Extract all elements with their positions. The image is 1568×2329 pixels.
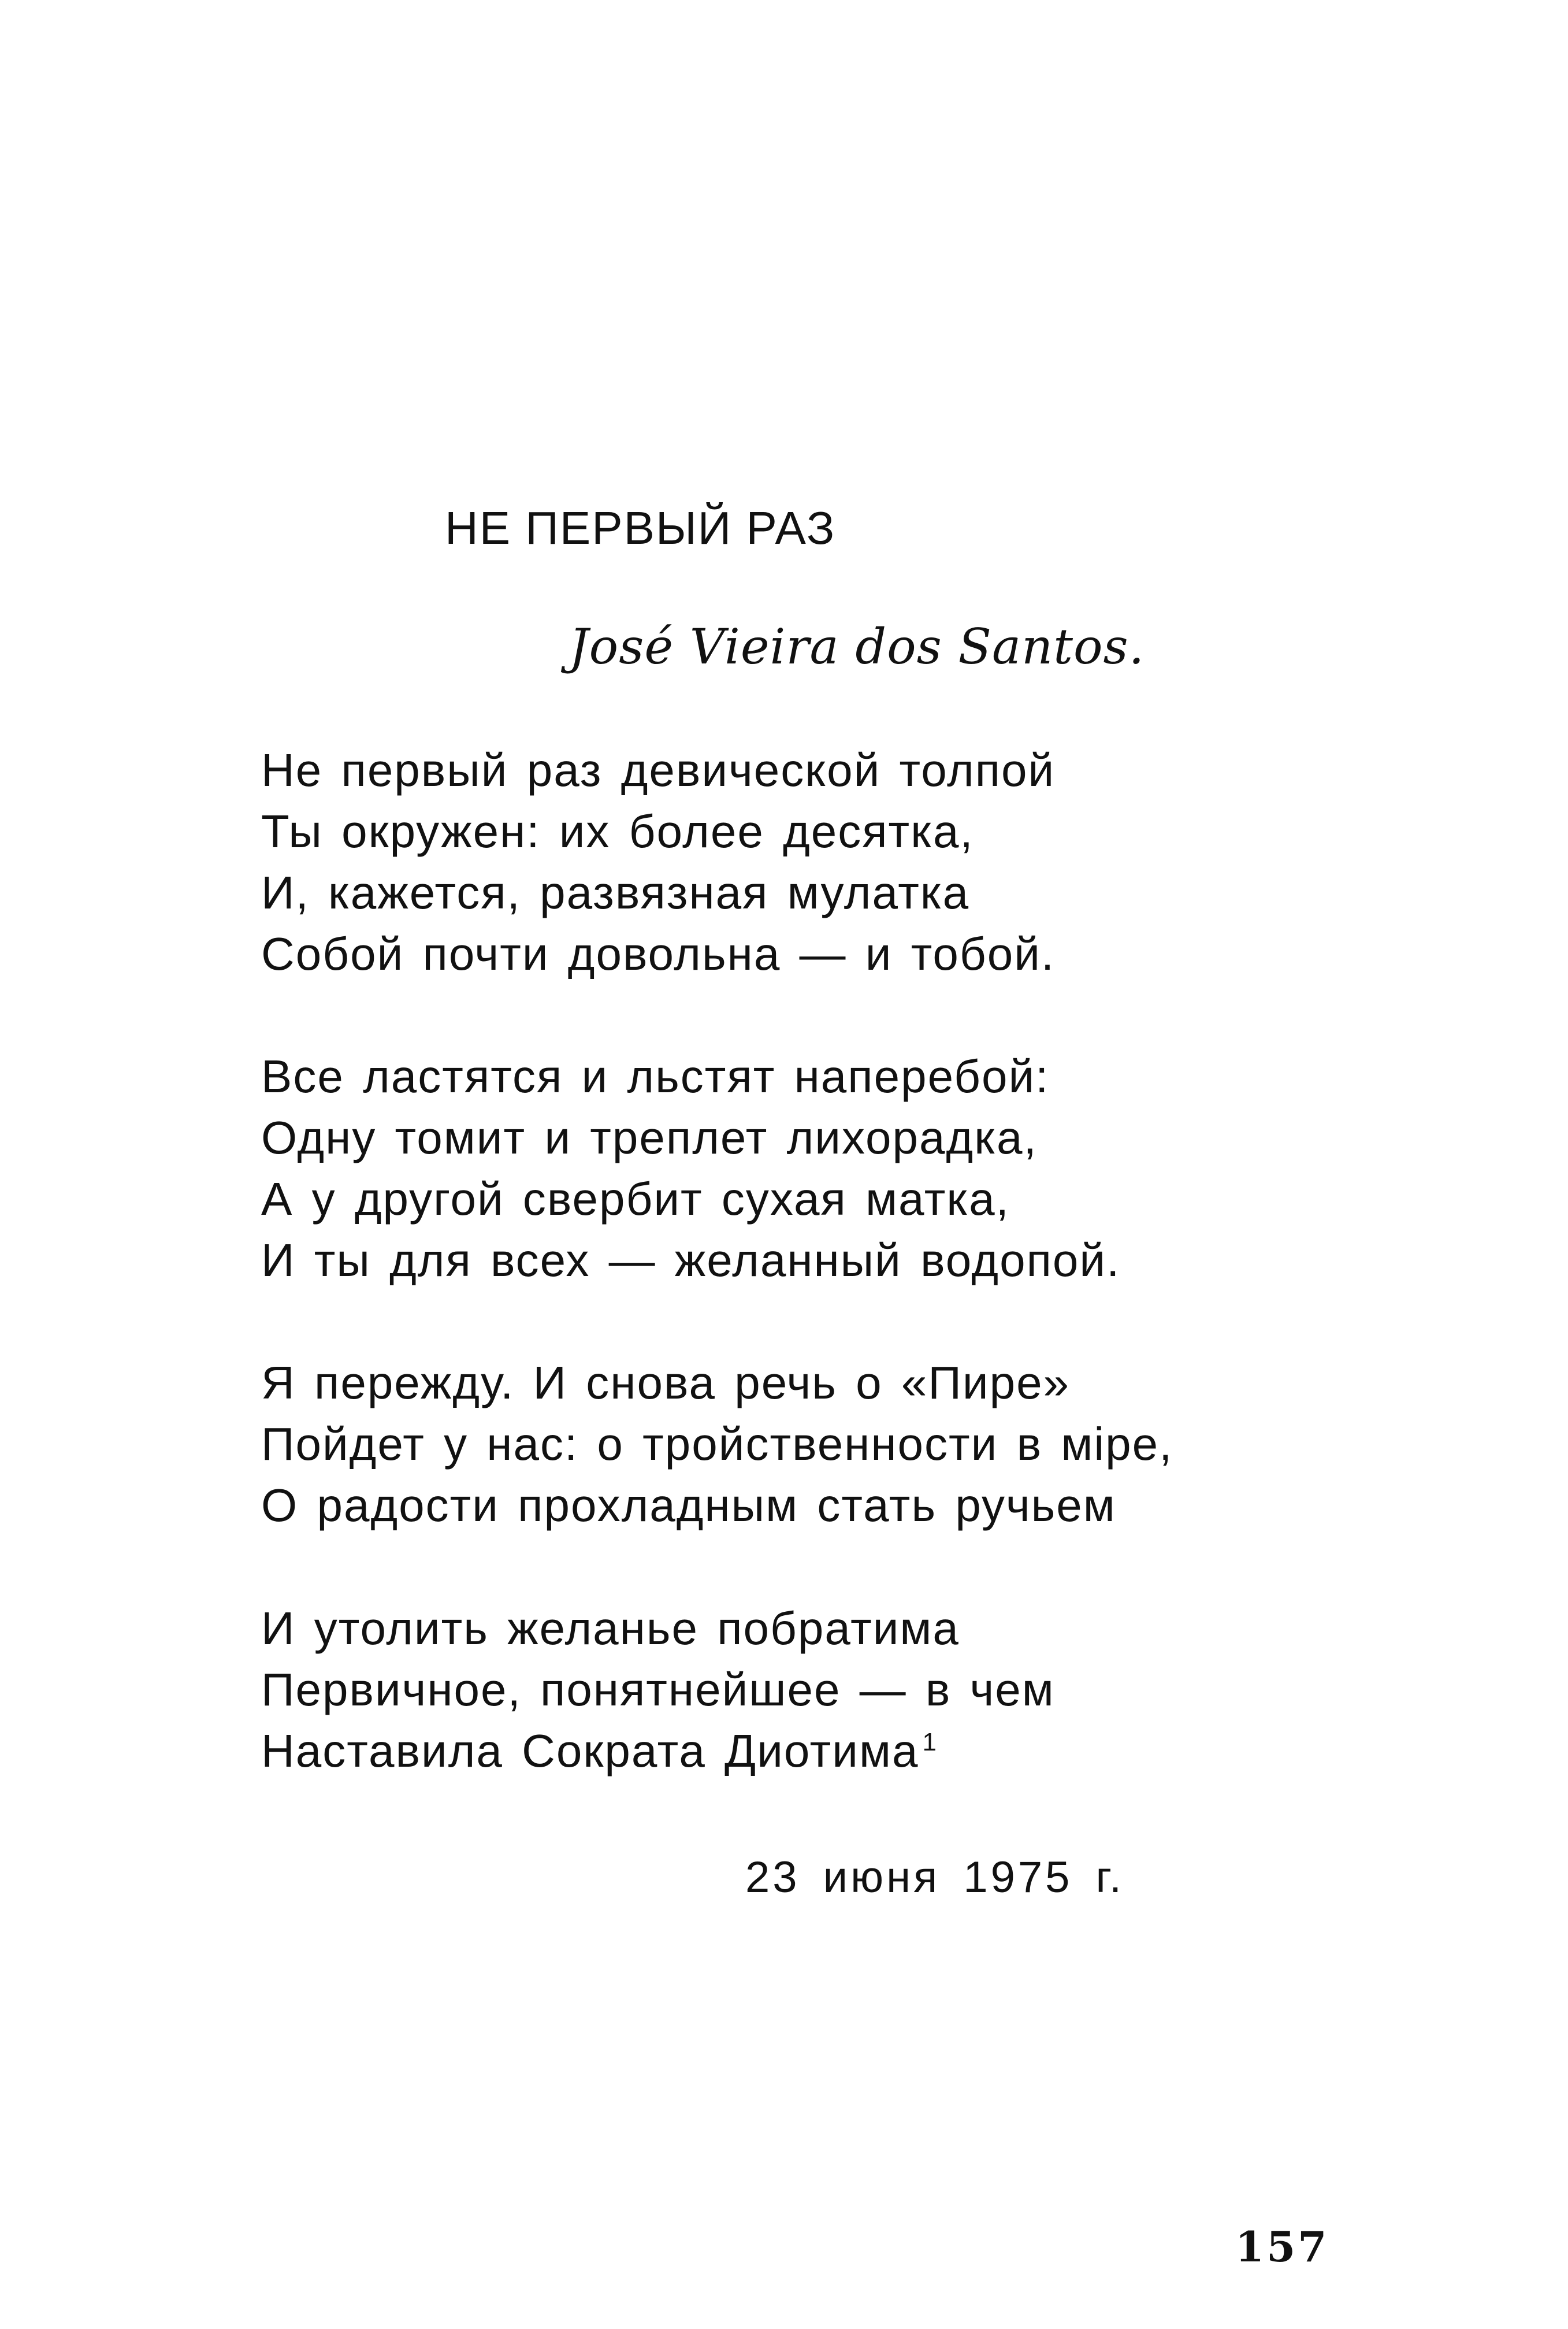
- poem-line: Собой почти довольна — и тобой.: [261, 928, 1056, 980]
- poem-line: Одну томит и треплет лихорадка,: [261, 1112, 1038, 1163]
- poem-title: НЕ ПЕРВЫЙ РАЗ: [445, 502, 836, 554]
- poem-line: Ты окружен: их более десятка,: [261, 806, 974, 857]
- stanza-3: [261, 1352, 1173, 1536]
- poem-line: Пойдет у нас: о тройственности в міре,: [261, 1418, 1173, 1470]
- poem-line-with-footnote: [261, 1720, 1055, 1782]
- poem-line: Первичное, понятнейшее — в чем: [261, 1664, 1055, 1715]
- stanza-4: [261, 1598, 1055, 1782]
- poem-line: И утолить желанье побратима: [261, 1603, 960, 1654]
- footnote-marker[interactable]: 1: [922, 1728, 938, 1757]
- poem-line: А у другой свербит сухая матка,: [261, 1173, 1010, 1225]
- poem-dedication: José Vieira dos Santos.: [569, 618, 1145, 675]
- poem-line: И ты для всех — желанный водопой.: [261, 1234, 1121, 1286]
- poem-line-text: Наставила Сократа Диотима: [261, 1725, 919, 1777]
- stanza-1: [261, 740, 1055, 985]
- poem-line: Я пережду. И снова речь о «Пире»: [261, 1357, 1071, 1408]
- poem-line: Все ластятся и льстят наперебой:: [261, 1051, 1050, 1102]
- poem-line: И, кажется, развязная мулатка: [261, 867, 970, 918]
- poem-line: О радости прохладным стать ручьем: [261, 1479, 1116, 1531]
- poem-line: Не первый раз девической толпой: [261, 744, 1056, 796]
- stanza-2: [261, 1046, 1120, 1291]
- page-number: 157: [1235, 2222, 1329, 2271]
- poem-date: 23 июня 1975 г.: [745, 1853, 1125, 1902]
